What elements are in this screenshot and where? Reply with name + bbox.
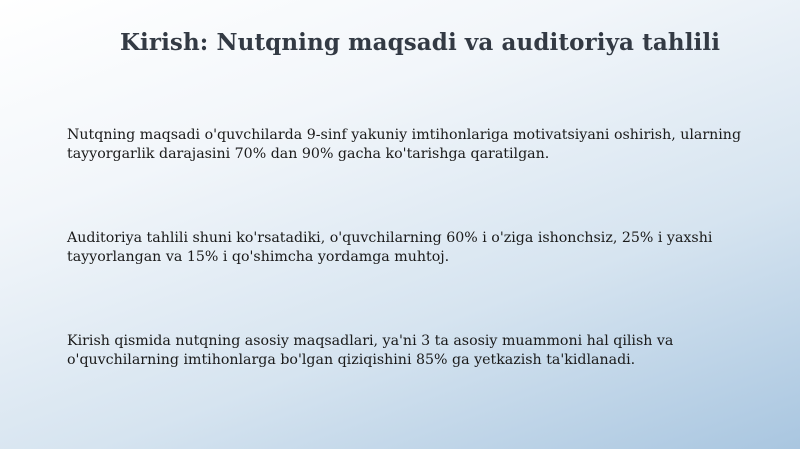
slide-title: Kirish: Nutqning maqsadi va auditoriya tahlili	[119, 29, 721, 56]
paragraph-introduction: Kirish qismida nutqning asosiy maqsadlari, ya'ni 3 ta asosiy muammoni hal qilish va o'quvchilarning imtihonlarga bo'lgan qiziqishini 85% ga yetkazish ta'kidlanadi.	[67, 333, 674, 368]
paragraph-goal: Nutqning maqsadi o'quvchilarda 9-sinf yakuniy imtihonlariga motivatsiyani oshirish, ularning tayyorgarlik darajasini 70% dan 90% gacha ko'tarishga qaratilgan.	[67, 127, 742, 162]
paragraph-audience-analysis: Auditoriya tahlili shuni ko'rsatadiki, o'quvchilarning 60% i o'ziga ishonchsiz, 25% i yaxshi tayyorlangan va 15% i qo'shimcha yordamga muhtoj.	[67, 230, 713, 265]
